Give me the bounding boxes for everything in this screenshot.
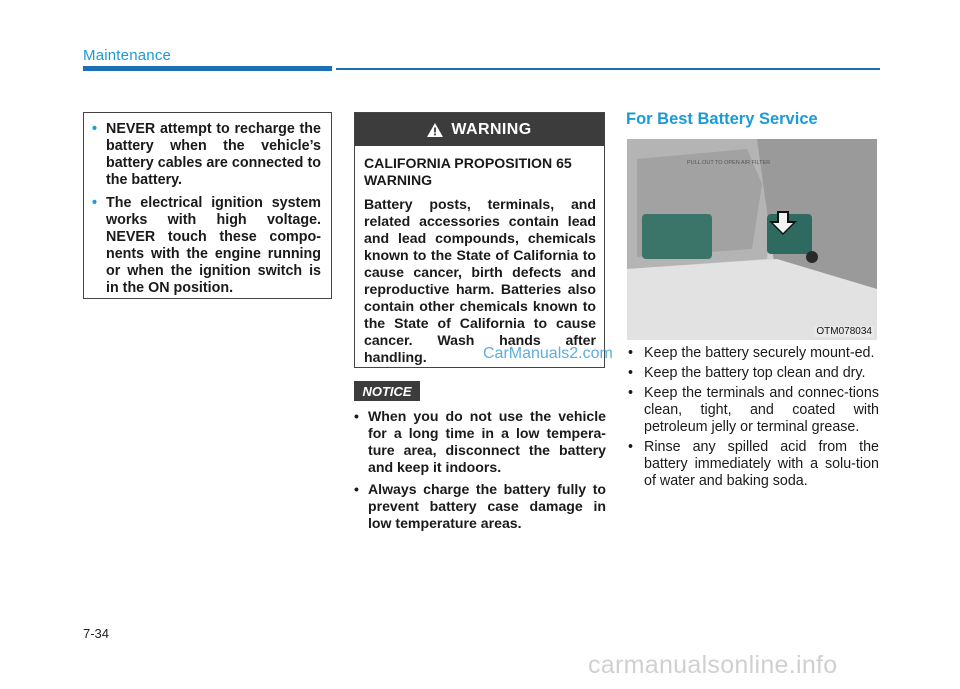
bullet-icon: • [628,365,634,381]
header-rule-dark [83,66,332,71]
notice-bullet: • When you do not use the vehicle for a long time in a low tempera-ture area, disconnect the battery and keep it indoors. [354,408,606,475]
warning-triangle-icon [427,123,443,137]
battery-tips-list [626,345,879,493]
section-title: Maintenance [83,47,172,64]
tip-item: • Keep the battery top clean and dry. [628,365,866,381]
caution-bullet: • The electrical ignition system works with high voltage. NEVER touch these compo-nents with the engine running or when the ignition switch is in the ON position. [92,195,321,296]
battery-photo [627,139,877,340]
tip-item: • Rinse any spilled acid from the battery immediately with a solu-tion of water and baking soda. [628,439,879,489]
photo-inline-label: PULL OUT TO OPEN AIR FILTER [687,160,771,166]
warning-title: WARNING [451,120,532,138]
warning-heading: CALIFORNIA PROPOSITION 65 WARNING [364,155,572,188]
site-watermark: CarManuals2.com [483,345,613,362]
bullet-icon: • [354,408,359,424]
battery-service-heading: For Best Battery Service [626,110,818,128]
tip-item: • Keep the terminals and connec-tions clean, tight, and coated with petroleum jelly or terminal grease. [628,385,879,435]
notice-label: NOTICE [354,381,420,401]
footer-watermark: carmanualsonline.info [588,651,838,679]
caution-box [83,112,332,299]
bullet-icon: • [628,439,634,455]
bullet-icon: • [92,121,98,137]
page-number: 7-34 [83,626,110,641]
bullet-icon: • [354,481,359,497]
header-rule-light [336,68,880,70]
warning-box [354,112,605,368]
engine-bay-illustration [627,139,877,340]
notice-list [354,408,606,537]
bullet-icon: • [628,385,634,401]
tip-item: • Keep the battery securely mount-ed. [628,345,875,361]
photo-caption: OTM078034 [816,326,872,337]
caution-bullet: • NEVER attempt to recharge the battery when the vehicle’s battery cables are connected to the battery. [92,121,321,188]
bullet-icon: • [92,195,98,211]
warning-text: Battery posts, terminals, and related accessories contain lead and lead compounds, chemicals known to the State of California to cause cancer, birth defects and reproductive harm. Batteries also contain other chemicals known to the State of California to cause cancer. Wash hands after handling. [364,196,596,365]
warning-header [355,113,604,146]
notice-bullet: • Always charge the battery fully to prevent battery case damage in low temperature areas. [354,481,606,531]
bullet-icon: • [628,345,634,361]
